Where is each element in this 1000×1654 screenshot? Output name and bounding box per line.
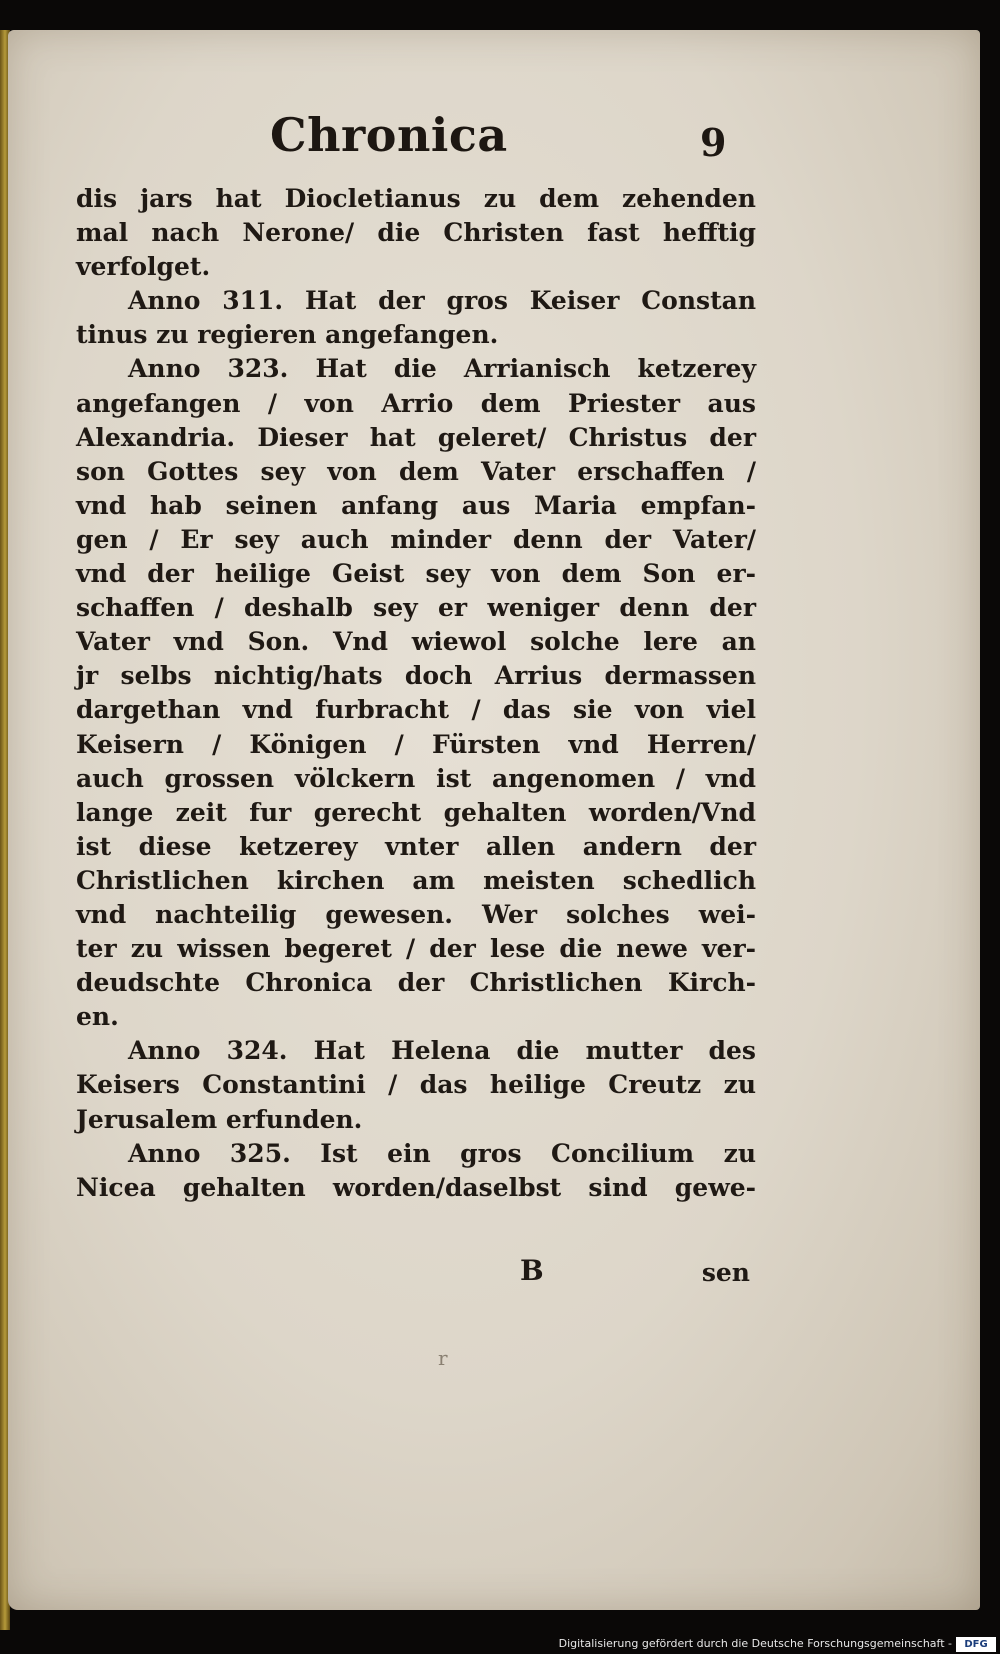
digitization-credit: Digitalisierung gefördert durch die Deutsche Forschungsgemeinschaft -	[558, 1637, 952, 1650]
text-line: deudschte Chronica der Christlichen Kirch-	[76, 968, 756, 998]
text-line: Anno 323. Hat die Arrianisch ketzerey	[128, 354, 756, 384]
text-line: dargethan vnd furbracht / das sie von viel	[76, 695, 756, 725]
dfg-logo: DFG	[956, 1637, 996, 1652]
text-line: jr selbs nichtig/hats doch Arrius dermassen	[76, 661, 756, 691]
text-line: Vater vnd Son. Vnd wiewol solche lere an	[76, 627, 756, 657]
text-line: Jerusalem erfunden.	[76, 1104, 363, 1134]
stray-ink-mark: r	[438, 1346, 448, 1370]
page-footer-marks	[520, 1254, 750, 1294]
text-line: Anno 324. Hat Helena die mutter des	[128, 1036, 756, 1066]
text-line: Anno 311. Hat der gros Keiser Constan	[128, 286, 756, 316]
text-line: vnd nachteilig gewesen. Wer solches wei-	[76, 899, 756, 929]
text-line: angefangen / von Arrio dem Priester aus	[76, 388, 756, 418]
text-line: en.	[76, 1002, 119, 1032]
text-line: auch grossen völckern ist angenomen / vnd	[76, 763, 756, 793]
text-line: vnd der heilige Geist sey von dem Son er-	[76, 559, 756, 589]
text-line: schaffen / deshalb sey er weniger denn der	[76, 593, 756, 623]
text-line: dis jars hat Diocletianus zu dem zehenden	[76, 184, 756, 213]
text-line: Anno 325. Ist ein gros Concilium zu	[128, 1138, 756, 1168]
text-line: Alexandria. Dieser hat geleret/ Christus der	[76, 422, 756, 452]
text-line: ist diese ketzerey vnter allen andern der	[76, 831, 756, 861]
text-line: vnd hab seinen anfang aus Maria empfan-	[76, 490, 756, 520]
body-text	[76, 182, 756, 1205]
page-number: 9	[700, 120, 727, 165]
text-line: Christlichen kirchen am meisten schedlich	[76, 865, 756, 895]
text-line: lange zeit fur gerecht gehalten worden/Vnd	[76, 797, 756, 827]
text-line: Keisern / Königen / Fürsten vnd Herren/	[76, 729, 756, 759]
signature-mark: B	[520, 1254, 544, 1287]
text-line: tinus zu regieren angefangen.	[76, 320, 499, 350]
catchword: sen	[701, 1258, 750, 1287]
text-line: ter zu wissen begeret / der lese die newe ver-	[76, 934, 756, 964]
text-line: verfolget.	[76, 252, 211, 282]
running-title: Chronica	[270, 108, 508, 162]
text-line: Keisers Constantini / das heilige Creutz zu	[76, 1070, 756, 1100]
running-header	[0, 108, 1000, 178]
text-line: son Gottes sey von dem Vater erschaffen /	[76, 456, 756, 486]
text-line: Nicea gehalten worden/daselbst sind gewe-	[76, 1172, 756, 1202]
text-line: gen / Er sey auch minder denn der Vater/	[76, 524, 756, 554]
text-line: mal nach Nerone/ die Christen fast hefftig	[76, 218, 756, 248]
